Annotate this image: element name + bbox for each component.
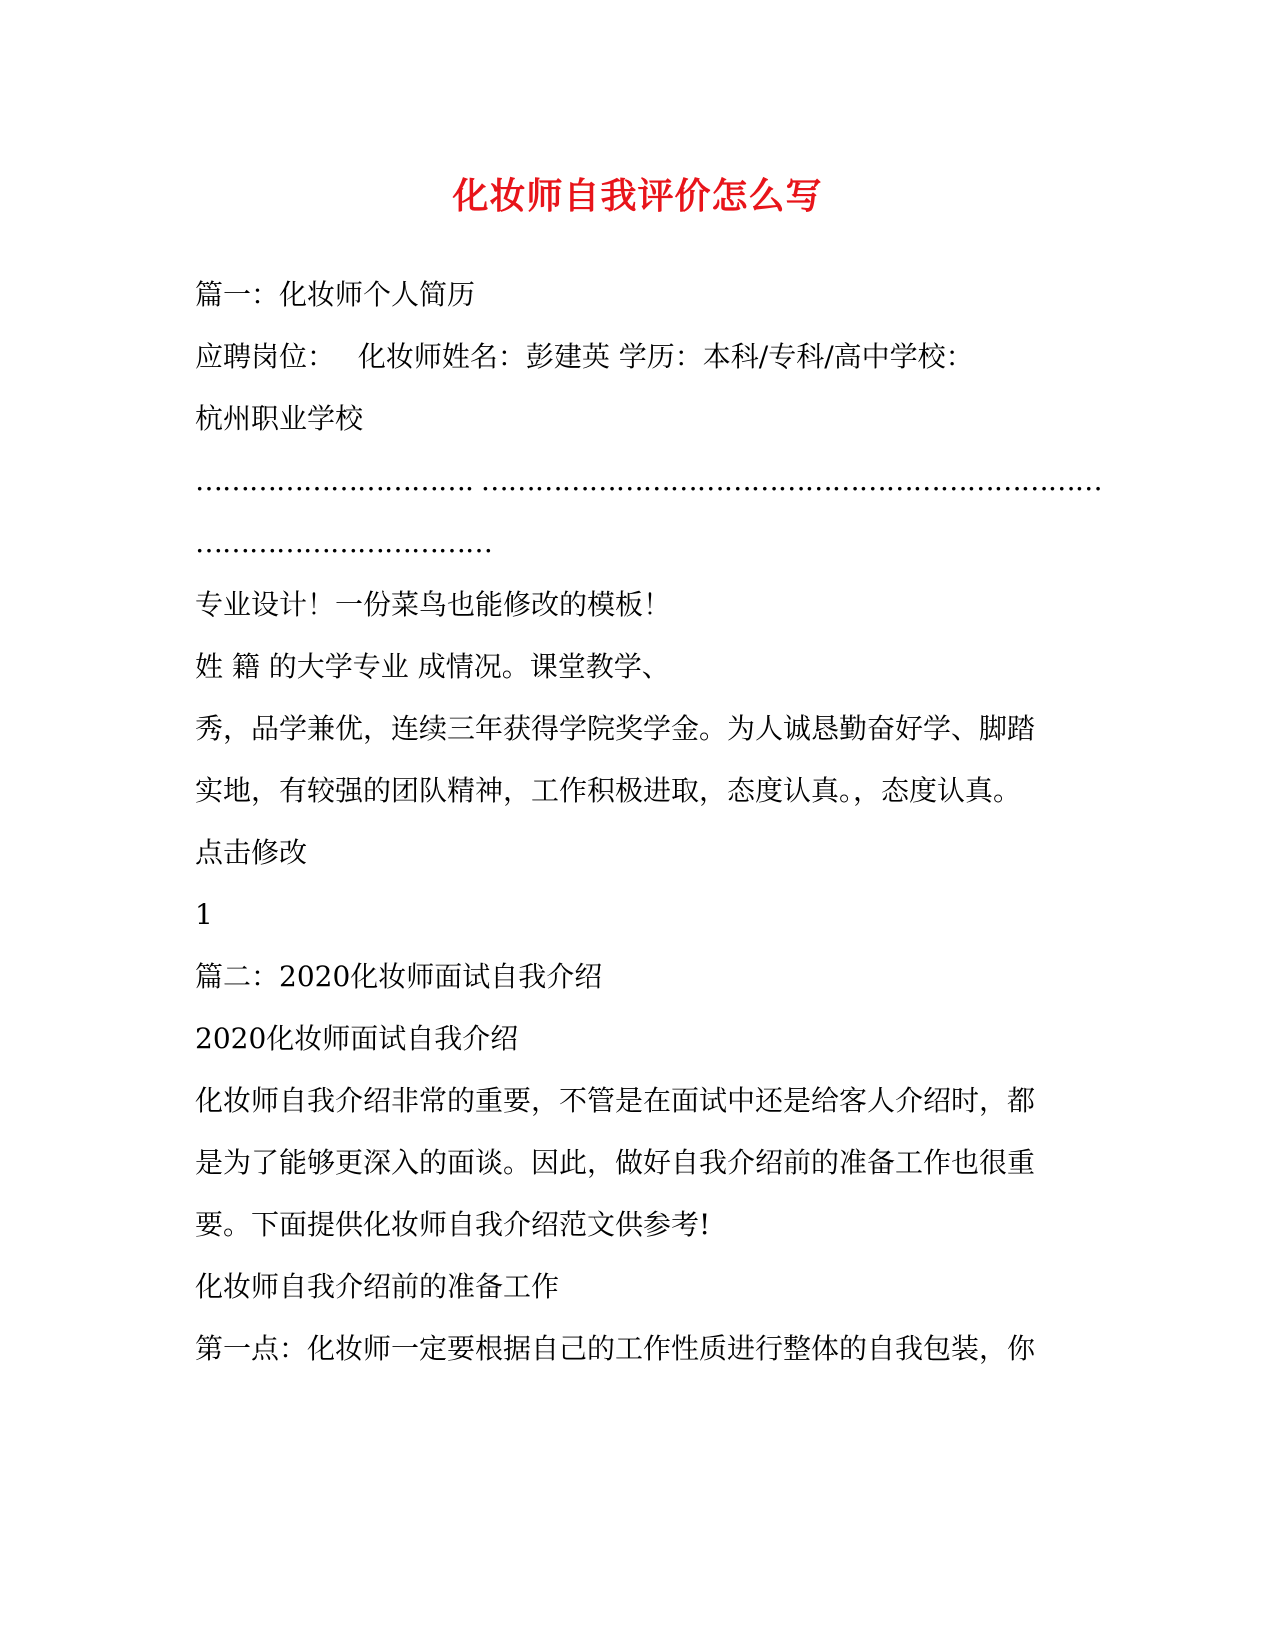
section-heading-1: 篇一：化妆师个人简历 [195, 278, 476, 311]
page-number: 1 [195, 898, 213, 931]
paragraph-line: 姓 籍 的大学专业 成情况。课堂教学、 [195, 650, 670, 683]
resume-info-line: 应聘岗位： 化妆师姓名：彭建英 学历：本科/专科/高中学校： [195, 340, 974, 373]
document-title: 化妆师自我评价怎么写 [452, 175, 823, 217]
paragraph-line: 化妆师自我介绍非常的重要，不管是在面试中还是给客人介绍时，都 [195, 1084, 1036, 1117]
template-slogan: 专业设计！一份菜鸟也能修改的模板！ [195, 588, 672, 621]
section-heading-2: 篇二：2020化妆师面试自我介绍 [195, 960, 603, 993]
paragraph-line: 要。下面提供化妆师自我介绍范文供参考! [195, 1208, 711, 1241]
dotted-line-2: …………………………… [195, 526, 492, 559]
paragraph-line: 实地，有较强的团队精神，工作积极进取，态度认真。，态度认真。 [195, 774, 1022, 807]
paragraph-line: 是为了能够更深入的面谈。因此，做好自我介绍前的准备工作也很重 [195, 1146, 1036, 1179]
edit-hint: 点击修改 [195, 836, 308, 869]
dotted-line-1: …………………………. …………………………………………………………… [195, 464, 1102, 497]
school-line: 杭州职业学校 [195, 402, 364, 435]
subheading: 2020化妆师面试自我介绍 [195, 1022, 519, 1055]
paragraph-line: 秀，品学兼优，连续三年获得学院奖学金。为人诚恳勤奋好学、脚踏 [195, 712, 1036, 745]
paragraph-line: 第一点：化妆师一定要根据自己的工作性质进行整体的自我包装，你 [195, 1332, 1036, 1365]
subheading-prep: 化妆师自我介绍前的准备工作 [195, 1270, 560, 1303]
